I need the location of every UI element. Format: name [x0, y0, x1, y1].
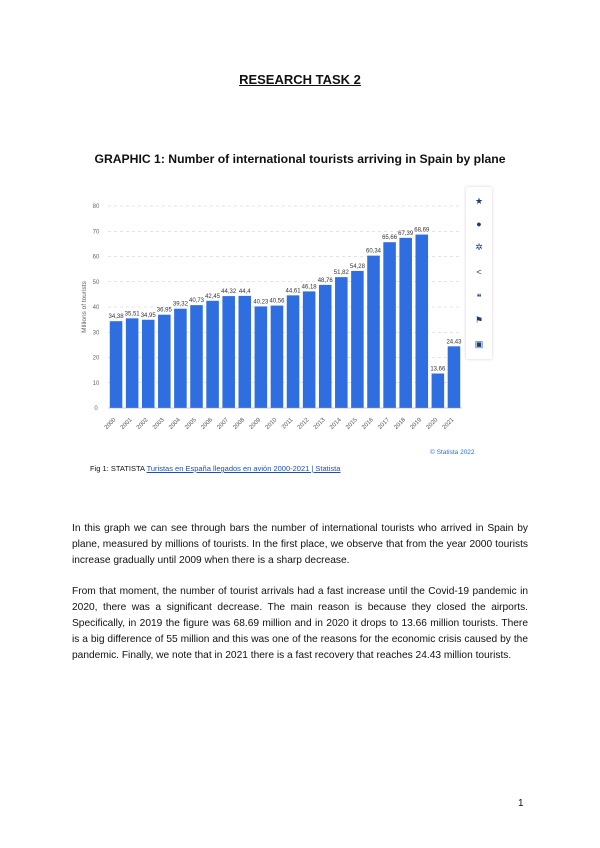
y-tick-label: 20 [92, 355, 100, 362]
x-tick-label: 2005 [184, 417, 198, 431]
bar [142, 320, 155, 408]
document-title: RESEARCH TASK 2 [239, 72, 361, 87]
bar-value-label: 60,34 [365, 248, 382, 255]
caption-link[interactable]: Turistas en España llegados en avión 2000-2021 | Statista [146, 464, 341, 473]
bar-value-label: 40,56 [269, 298, 285, 305]
chart-toolbar [466, 187, 492, 359]
bar-value-label: 40,23 [253, 299, 269, 306]
x-tick-label: 2013 [312, 417, 327, 431]
bar [271, 306, 284, 408]
x-tick-label: 2016 [361, 417, 375, 431]
y-tick-label: 70 [92, 229, 100, 236]
share-icon[interactable]: < [476, 267, 482, 277]
bar [399, 238, 412, 408]
x-tick-label: 2001 [119, 417, 134, 431]
x-tick-label: 2000 [103, 417, 118, 431]
bar-value-label: 67,39 [398, 230, 414, 237]
x-tick-label: 2018 [393, 417, 408, 431]
bar-value-label: 44,4 [238, 288, 251, 295]
bar [432, 374, 445, 408]
x-tick-label: 2004 [168, 417, 182, 431]
bar-value-label: 34,38 [108, 314, 124, 321]
y-axis-label: Millions of tourists [81, 281, 88, 333]
bar [335, 277, 348, 408]
print-icon[interactable]: ▣ [474, 339, 484, 349]
bar [303, 291, 316, 408]
gear-icon[interactable]: ✲ [475, 242, 483, 252]
bar [383, 242, 396, 408]
bar [174, 309, 187, 408]
y-tick-label: 10 [92, 380, 100, 387]
bar [351, 271, 364, 408]
x-tick-label: 2020 [425, 417, 440, 431]
y-tick-label: 60 [92, 254, 100, 261]
flag-icon[interactable]: ⚑ [474, 315, 484, 325]
bar [367, 256, 380, 408]
bar [287, 295, 300, 408]
y-tick-label: 80 [92, 204, 100, 210]
x-tick-label: 2008 [232, 417, 247, 431]
x-tick-label: 2012 [296, 417, 311, 431]
bar-value-label: 68,69 [414, 227, 430, 234]
y-tick-label: 30 [92, 330, 100, 337]
bar-value-label: 34,95 [140, 312, 156, 319]
x-tick-label: 2006 [200, 417, 215, 431]
x-tick-label: 2010 [264, 417, 279, 431]
bar-value-label: 42,45 [205, 293, 221, 300]
x-tick-label: 2021 [441, 417, 456, 431]
page-number: 1 [518, 798, 524, 809]
y-tick-label: 40 [92, 305, 100, 311]
bell-icon[interactable]: ● [476, 219, 482, 229]
bar [190, 305, 203, 408]
graphic-title: GRAPHIC 1: Number of international tourists arriving in Spain by plane [94, 152, 506, 166]
paragraph-2: From that moment, the number of tourist arrivals had a fast increase until the Covid-19 pandemic in 2020, there was a significant decrease. The main reason is because they closed the airports. Specifically, in 2019 the figure was 68.69 million and in 2020 it drops to 13.66 million tourists. There is a big difference of 55 million and this was one of the reasons for the economic crisis caused by the pandemic. Finally, we note that in 2021 there is a fast recovery that reaches 24.43 million tourists. [72, 586, 528, 661]
x-tick-label: 2015 [345, 417, 359, 431]
bar-value-label: 13,66 [430, 366, 446, 373]
x-tick-label: 2009 [248, 417, 263, 431]
x-tick-label: 2003 [152, 417, 166, 431]
figure-caption [90, 464, 340, 473]
bar-value-label: 54,28 [349, 263, 365, 270]
bar-value-label: 48,76 [317, 277, 333, 284]
bar-value-label: 24,43 [446, 339, 462, 346]
bar [222, 296, 235, 408]
chart-svg [78, 188, 498, 460]
y-tick-label: 50 [92, 279, 100, 286]
bar-value-label: 44,61 [285, 288, 301, 295]
bar-value-label: 35,51 [124, 311, 140, 318]
bar [255, 306, 268, 408]
bar-value-label: 46,18 [301, 284, 317, 291]
bar-chart [78, 188, 498, 460]
y-tick-label: 0 [94, 406, 98, 412]
bar [415, 235, 428, 408]
caption-prefix: Fig 1: STATISTA [90, 464, 145, 473]
x-tick-label: 2002 [135, 417, 150, 431]
quote-icon[interactable]: ❝ [476, 292, 482, 302]
bar [238, 296, 251, 408]
bar-value-label: 36,95 [156, 307, 172, 314]
x-tick-label: 2011 [281, 417, 295, 431]
x-tick-label: 2014 [329, 417, 343, 431]
x-tick-label: 2007 [216, 417, 231, 431]
bar [110, 321, 123, 408]
bar [319, 285, 332, 408]
star-icon[interactable]: ★ [474, 196, 484, 206]
bar [126, 318, 139, 408]
bar [448, 346, 461, 408]
bar-value-label: 39,32 [172, 301, 188, 308]
bar-value-label: 40,73 [188, 298, 205, 305]
bar-value-label: 51,82 [333, 270, 349, 277]
statista-credit[interactable]: © Statista 2022 [430, 449, 475, 456]
x-tick-label: 2017 [377, 417, 392, 431]
bar [158, 315, 171, 408]
x-tick-label: 2019 [409, 417, 424, 431]
bar [206, 301, 219, 408]
paragraph-1: In this graph we can see through bars the number of international tourists who arrived in Spain by plane, measured by millions of tourists. In the first place, we observe that from the year 2000 tourists increase gradually until 2009 when there is a sharp decrease. [72, 523, 528, 566]
bar-value-label: 65,66 [382, 235, 398, 242]
bar-value-label: 44,32 [221, 289, 237, 296]
